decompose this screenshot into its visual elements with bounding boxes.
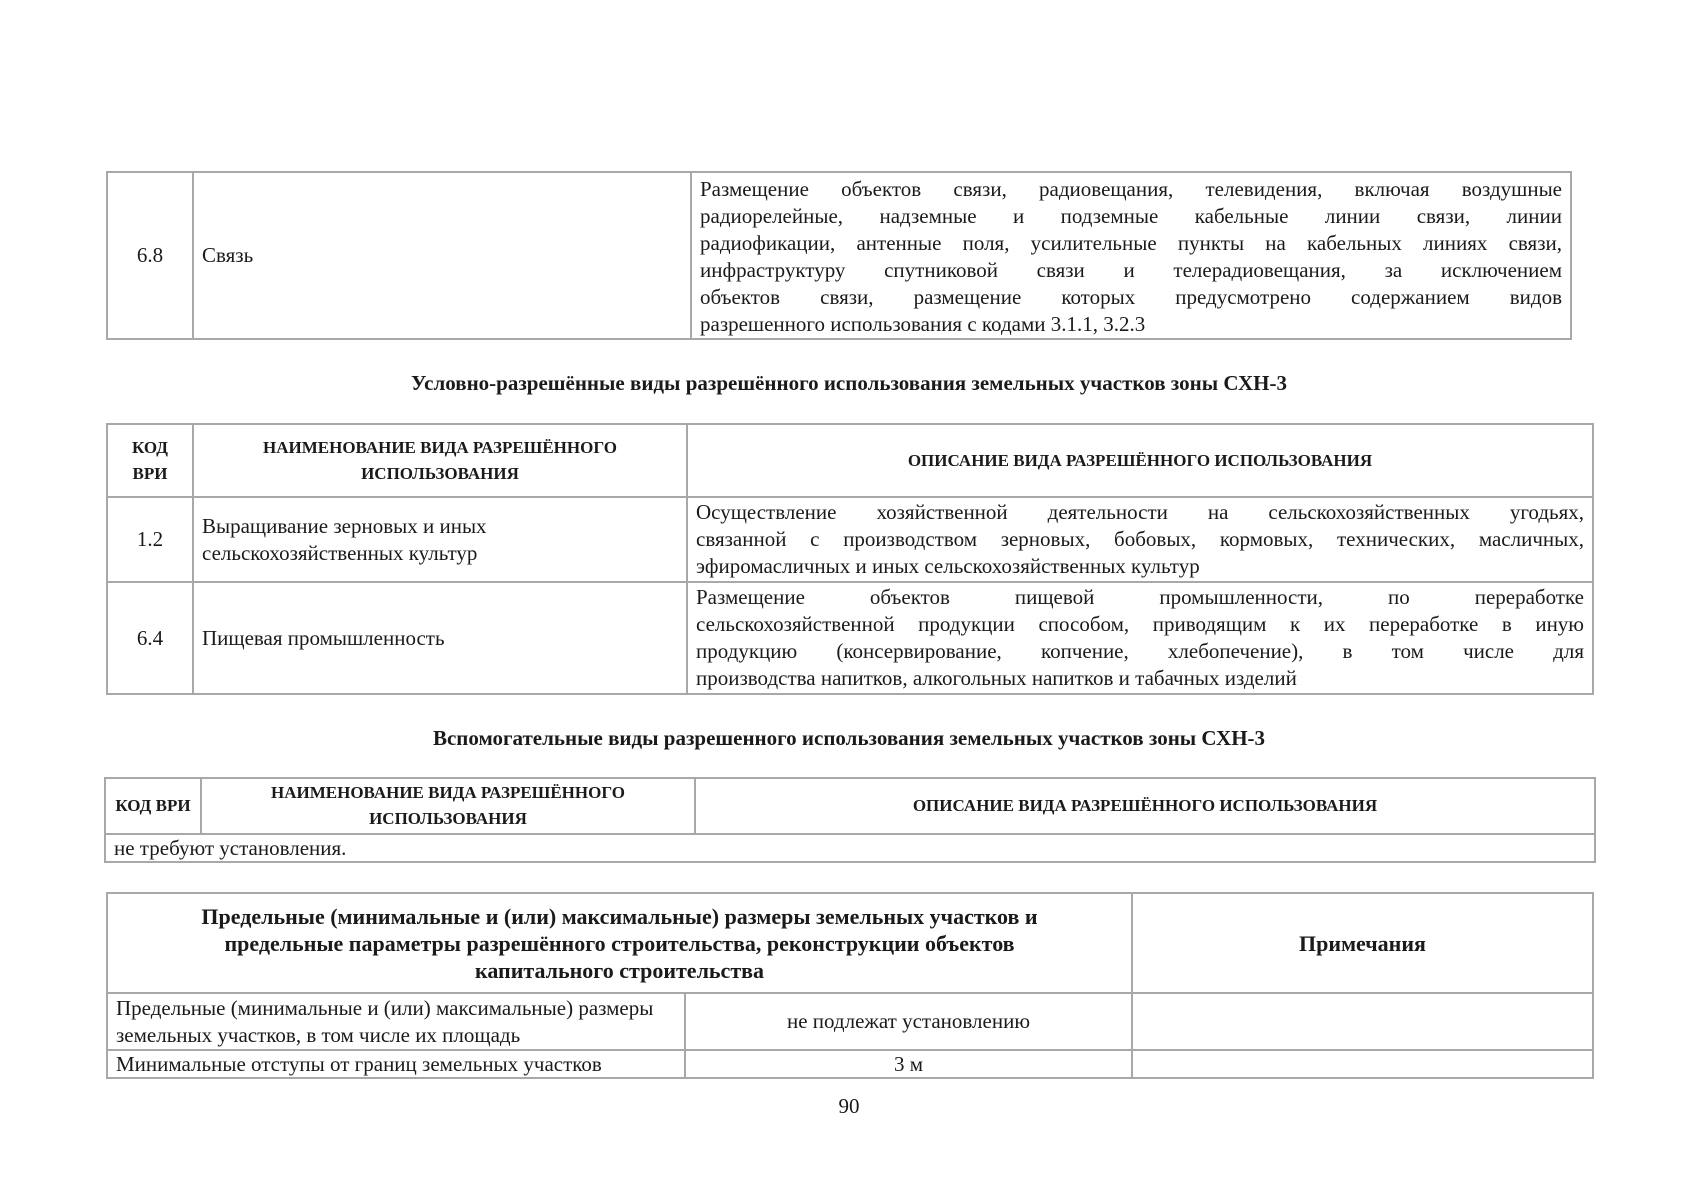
parameter-name: Минимальные отступы от границ земельных участков	[107, 1050, 685, 1078]
table-row	[107, 582, 1593, 694]
description-line: радиорелейные, надземные и подземные кабельные линии связи, линии	[700, 203, 1562, 228]
description-line: Размещение объектов пищевой промышленности, по переработке	[696, 585, 1584, 609]
row-code: 6.8	[107, 172, 193, 339]
table-row	[107, 1050, 1593, 1078]
description-line: объектов связи, размещение которых предусмотрено содержанием видов	[700, 284, 1562, 309]
row-description	[687, 497, 1593, 582]
table-row	[107, 497, 1593, 582]
parameter-value: не подлежат установлению	[685, 993, 1132, 1050]
table-auxiliary	[104, 777, 1596, 863]
table-row	[107, 172, 1571, 339]
row-name: Пищевая промышленность	[193, 582, 687, 694]
header-name: НАИМЕНОВАНИЕ ВИДА РАЗРЕШЁННОГО ИСПОЛЬЗОВАНИЯ	[201, 778, 695, 834]
header-description: ОПИСАНИЕ ВИДА РАЗРЕШЁННОГО ИСПОЛЬЗОВАНИЯ	[695, 778, 1595, 834]
header-name: НАИМЕНОВАНИЕ ВИДА РАЗРЕШЁННОГО ИСПОЛЬЗОВАНИЯ	[193, 424, 687, 497]
header-code: КОД ВРИ	[107, 424, 193, 497]
description-line: связанной с производством зерновых, бобовых, кормовых, технических, масличных,	[696, 527, 1584, 551]
table-top	[106, 171, 1572, 340]
header-parameters: Предельные (минимальные и (или) максимальные) размеры земельных участков и предельные параметры разрешённого строительства, реконструкции объектов капитального строительства	[107, 893, 1132, 993]
table-header-row	[107, 424, 1593, 497]
header-description: ОПИСАНИЕ ВИДА РАЗРЕШЁННОГО ИСПОЛЬЗОВАНИЯ	[687, 424, 1593, 497]
page-number: 90	[838, 1094, 860, 1118]
row-description	[691, 172, 1571, 339]
row-description	[687, 582, 1593, 694]
section-heading-conditional: Условно-разрешённые виды разрешённого использования земельных участков зоны СХН-3	[411, 371, 1287, 395]
auxiliary-note: не требуют установления.	[105, 834, 1595, 862]
header-notes: Примечания	[1132, 893, 1593, 993]
row-name: Связь	[193, 172, 691, 339]
parameter-value: 3 м	[685, 1050, 1132, 1078]
row-name: Выращивание зерновых и иных сельскохозяйственных культур	[193, 497, 687, 582]
table-row	[105, 834, 1595, 862]
description-line: сельскохозяйственной продукции способом, приводящим к их переработке в иную	[696, 612, 1584, 636]
table-header-row	[107, 893, 1593, 993]
header-code: КОД ВРИ	[105, 778, 201, 834]
description-line: инфраструктуру спутниковой связи и телерадиовещания, за исключением	[700, 257, 1562, 282]
row-code: 1.2	[107, 497, 193, 582]
row-code: 6.4	[107, 582, 193, 694]
description-line: радиофикации, антенные поля, усилительные пункты на кабельных линиях связи,	[700, 230, 1562, 255]
parameter-note	[1132, 993, 1593, 1050]
table-header-row	[105, 778, 1595, 834]
section-heading-auxiliary: Вспомогательные виды разрешенного использования земельных участков зоны СХН-3	[432, 726, 1266, 750]
table-row	[107, 993, 1593, 1050]
description-line: эфиромасличных и иных сельскохозяйственных культур	[696, 554, 1200, 578]
table-parameters	[106, 892, 1594, 1079]
description-line: продукцию (консервирование, копчение, хлебопечение), в том числе для	[696, 639, 1584, 663]
description-line: разрешенного использования с кодами 3.1.1, 3.2.3	[700, 311, 1146, 336]
description-line: производства напитков, алкогольных напитков и табачных изделий	[696, 666, 1297, 690]
description-line: Осуществление хозяйственной деятельности на сельскохозяйственных угодьях,	[696, 500, 1584, 524]
description-line: Размещение объектов связи, радиовещания, телевидения, включая воздушные	[700, 176, 1562, 201]
parameter-note	[1132, 1050, 1593, 1078]
table-conditional	[106, 423, 1594, 695]
parameter-name: Предельные (минимальные и (или) максимальные) размеры земельных участков, в том числе их площадь	[107, 993, 685, 1050]
